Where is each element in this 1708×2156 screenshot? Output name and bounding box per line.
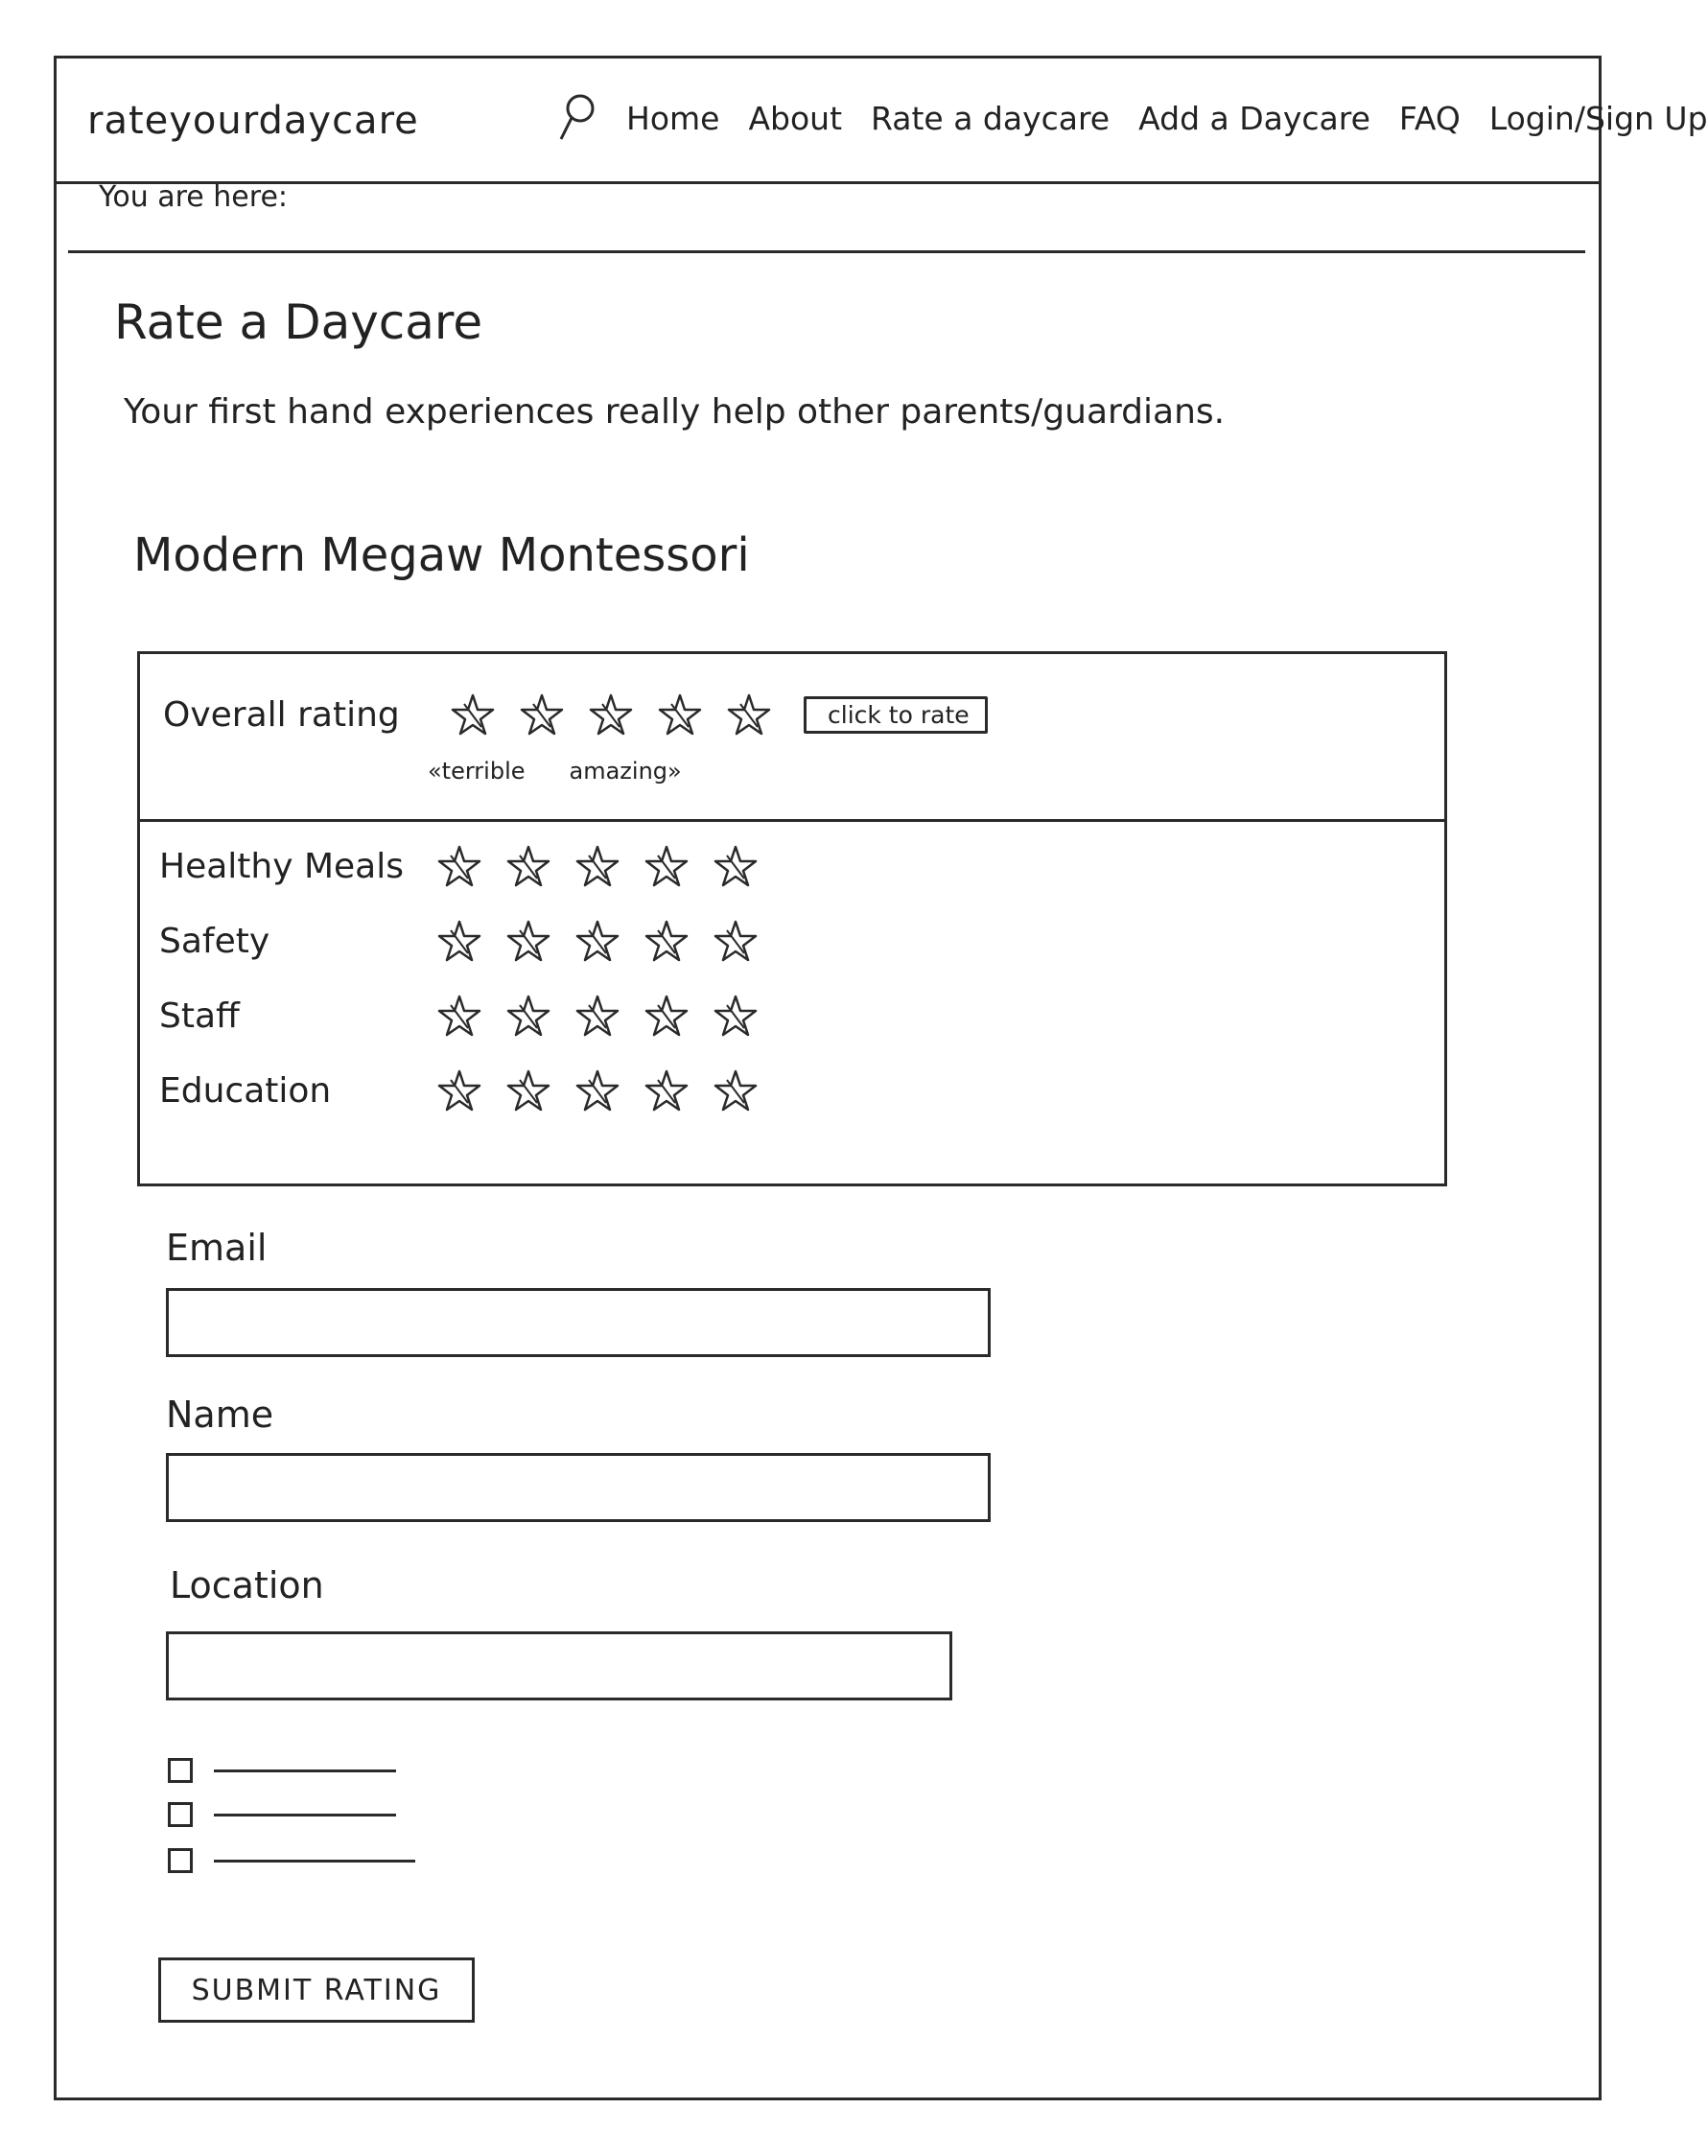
star-icon[interactable] <box>506 919 550 963</box>
star-icon[interactable] <box>437 919 481 963</box>
header-divider <box>57 181 1599 184</box>
breadcrumb: You are here: <box>99 180 289 214</box>
star-icon[interactable] <box>714 994 758 1038</box>
star-icon[interactable] <box>644 919 689 963</box>
star-icon[interactable] <box>437 844 481 888</box>
overall-rating-label: Overall rating <box>163 694 400 735</box>
category-stars-healthy-meals <box>437 844 758 888</box>
location-field[interactable] <box>166 1631 952 1700</box>
scale-low-label: «terrible <box>428 758 526 785</box>
submit-rating-button[interactable]: SUBMIT RATING <box>158 1957 475 2023</box>
search-icon[interactable] <box>555 91 597 145</box>
category-label-healthy-meals: Healthy Meals <box>159 846 404 886</box>
category-label-staff: Staff <box>159 996 240 1036</box>
checkbox-option-3[interactable] <box>168 1848 415 1873</box>
checkbox-label-placeholder <box>214 1769 396 1772</box>
checkbox-label-placeholder <box>214 1814 396 1816</box>
checkbox-option-1[interactable] <box>168 1758 396 1783</box>
checkbox-2[interactable] <box>168 1802 193 1827</box>
click-to-rate-tag: click to rate <box>804 696 988 734</box>
checkbox-1[interactable] <box>168 1758 193 1783</box>
star-icon[interactable] <box>658 692 702 737</box>
breadcrumb-divider <box>68 250 1585 253</box>
rating-scale <box>428 758 682 785</box>
location-label: Location <box>170 1564 324 1606</box>
star-icon[interactable] <box>644 844 689 888</box>
intro-text: Your first hand experiences really help other parents/guardians. <box>124 392 1226 432</box>
page-title: Rate a Daycare <box>114 294 483 350</box>
nav-faq[interactable]: FAQ <box>1398 99 1461 137</box>
star-icon[interactable] <box>520 692 564 737</box>
main-nav <box>555 91 1708 145</box>
nav-login-signup[interactable]: Login/Sign Up <box>1488 99 1708 137</box>
star-icon[interactable] <box>506 1068 550 1113</box>
star-icon[interactable] <box>575 1068 620 1113</box>
star-icon[interactable] <box>506 994 550 1038</box>
checkbox-3[interactable] <box>168 1848 193 1873</box>
star-icon[interactable] <box>575 994 620 1038</box>
category-stars-safety <box>437 919 758 963</box>
top-nav-bar <box>57 59 1708 183</box>
star-icon[interactable] <box>451 692 495 737</box>
star-icon[interactable] <box>714 1068 758 1113</box>
overall-rating-row <box>163 692 988 737</box>
rating-divider <box>140 819 1444 822</box>
rating-panel <box>137 651 1447 1186</box>
scale-high-label: amazing» <box>569 758 682 785</box>
category-row-healthy-meals <box>159 844 758 888</box>
nav-add-a-daycare[interactable]: Add a Daycare <box>1138 99 1370 137</box>
checkbox-option-2[interactable] <box>168 1802 396 1827</box>
star-icon[interactable] <box>644 1068 689 1113</box>
star-icon[interactable] <box>506 844 550 888</box>
category-row-education <box>159 1068 758 1113</box>
site-logo[interactable]: rateyourdaycare <box>87 99 419 143</box>
nav-home[interactable]: Home <box>626 99 720 137</box>
daycare-name: Modern Megaw Montessori <box>133 528 750 582</box>
star-icon[interactable] <box>644 994 689 1038</box>
category-stars-staff <box>437 994 758 1038</box>
star-icon[interactable] <box>714 844 758 888</box>
star-icon[interactable] <box>589 692 633 737</box>
star-icon[interactable] <box>727 692 771 737</box>
page-frame <box>54 56 1708 2100</box>
checkbox-label-placeholder <box>214 1860 415 1863</box>
category-label-education: Education <box>159 1070 332 1111</box>
overall-stars <box>451 692 771 737</box>
name-field[interactable] <box>166 1453 991 1522</box>
star-icon[interactable] <box>714 919 758 963</box>
nav-rate-a-daycare[interactable]: Rate a daycare <box>871 99 1111 137</box>
email-field[interactable] <box>166 1288 991 1357</box>
email-label: Email <box>166 1227 268 1269</box>
category-row-safety <box>159 919 758 963</box>
star-icon[interactable] <box>437 1068 481 1113</box>
star-icon[interactable] <box>437 994 481 1038</box>
category-row-staff <box>159 994 758 1038</box>
nav-about[interactable]: About <box>748 99 843 137</box>
star-icon[interactable] <box>575 919 620 963</box>
category-label-safety: Safety <box>159 921 270 961</box>
star-icon[interactable] <box>575 844 620 888</box>
name-label: Name <box>166 1394 274 1436</box>
category-stars-education <box>437 1068 758 1113</box>
